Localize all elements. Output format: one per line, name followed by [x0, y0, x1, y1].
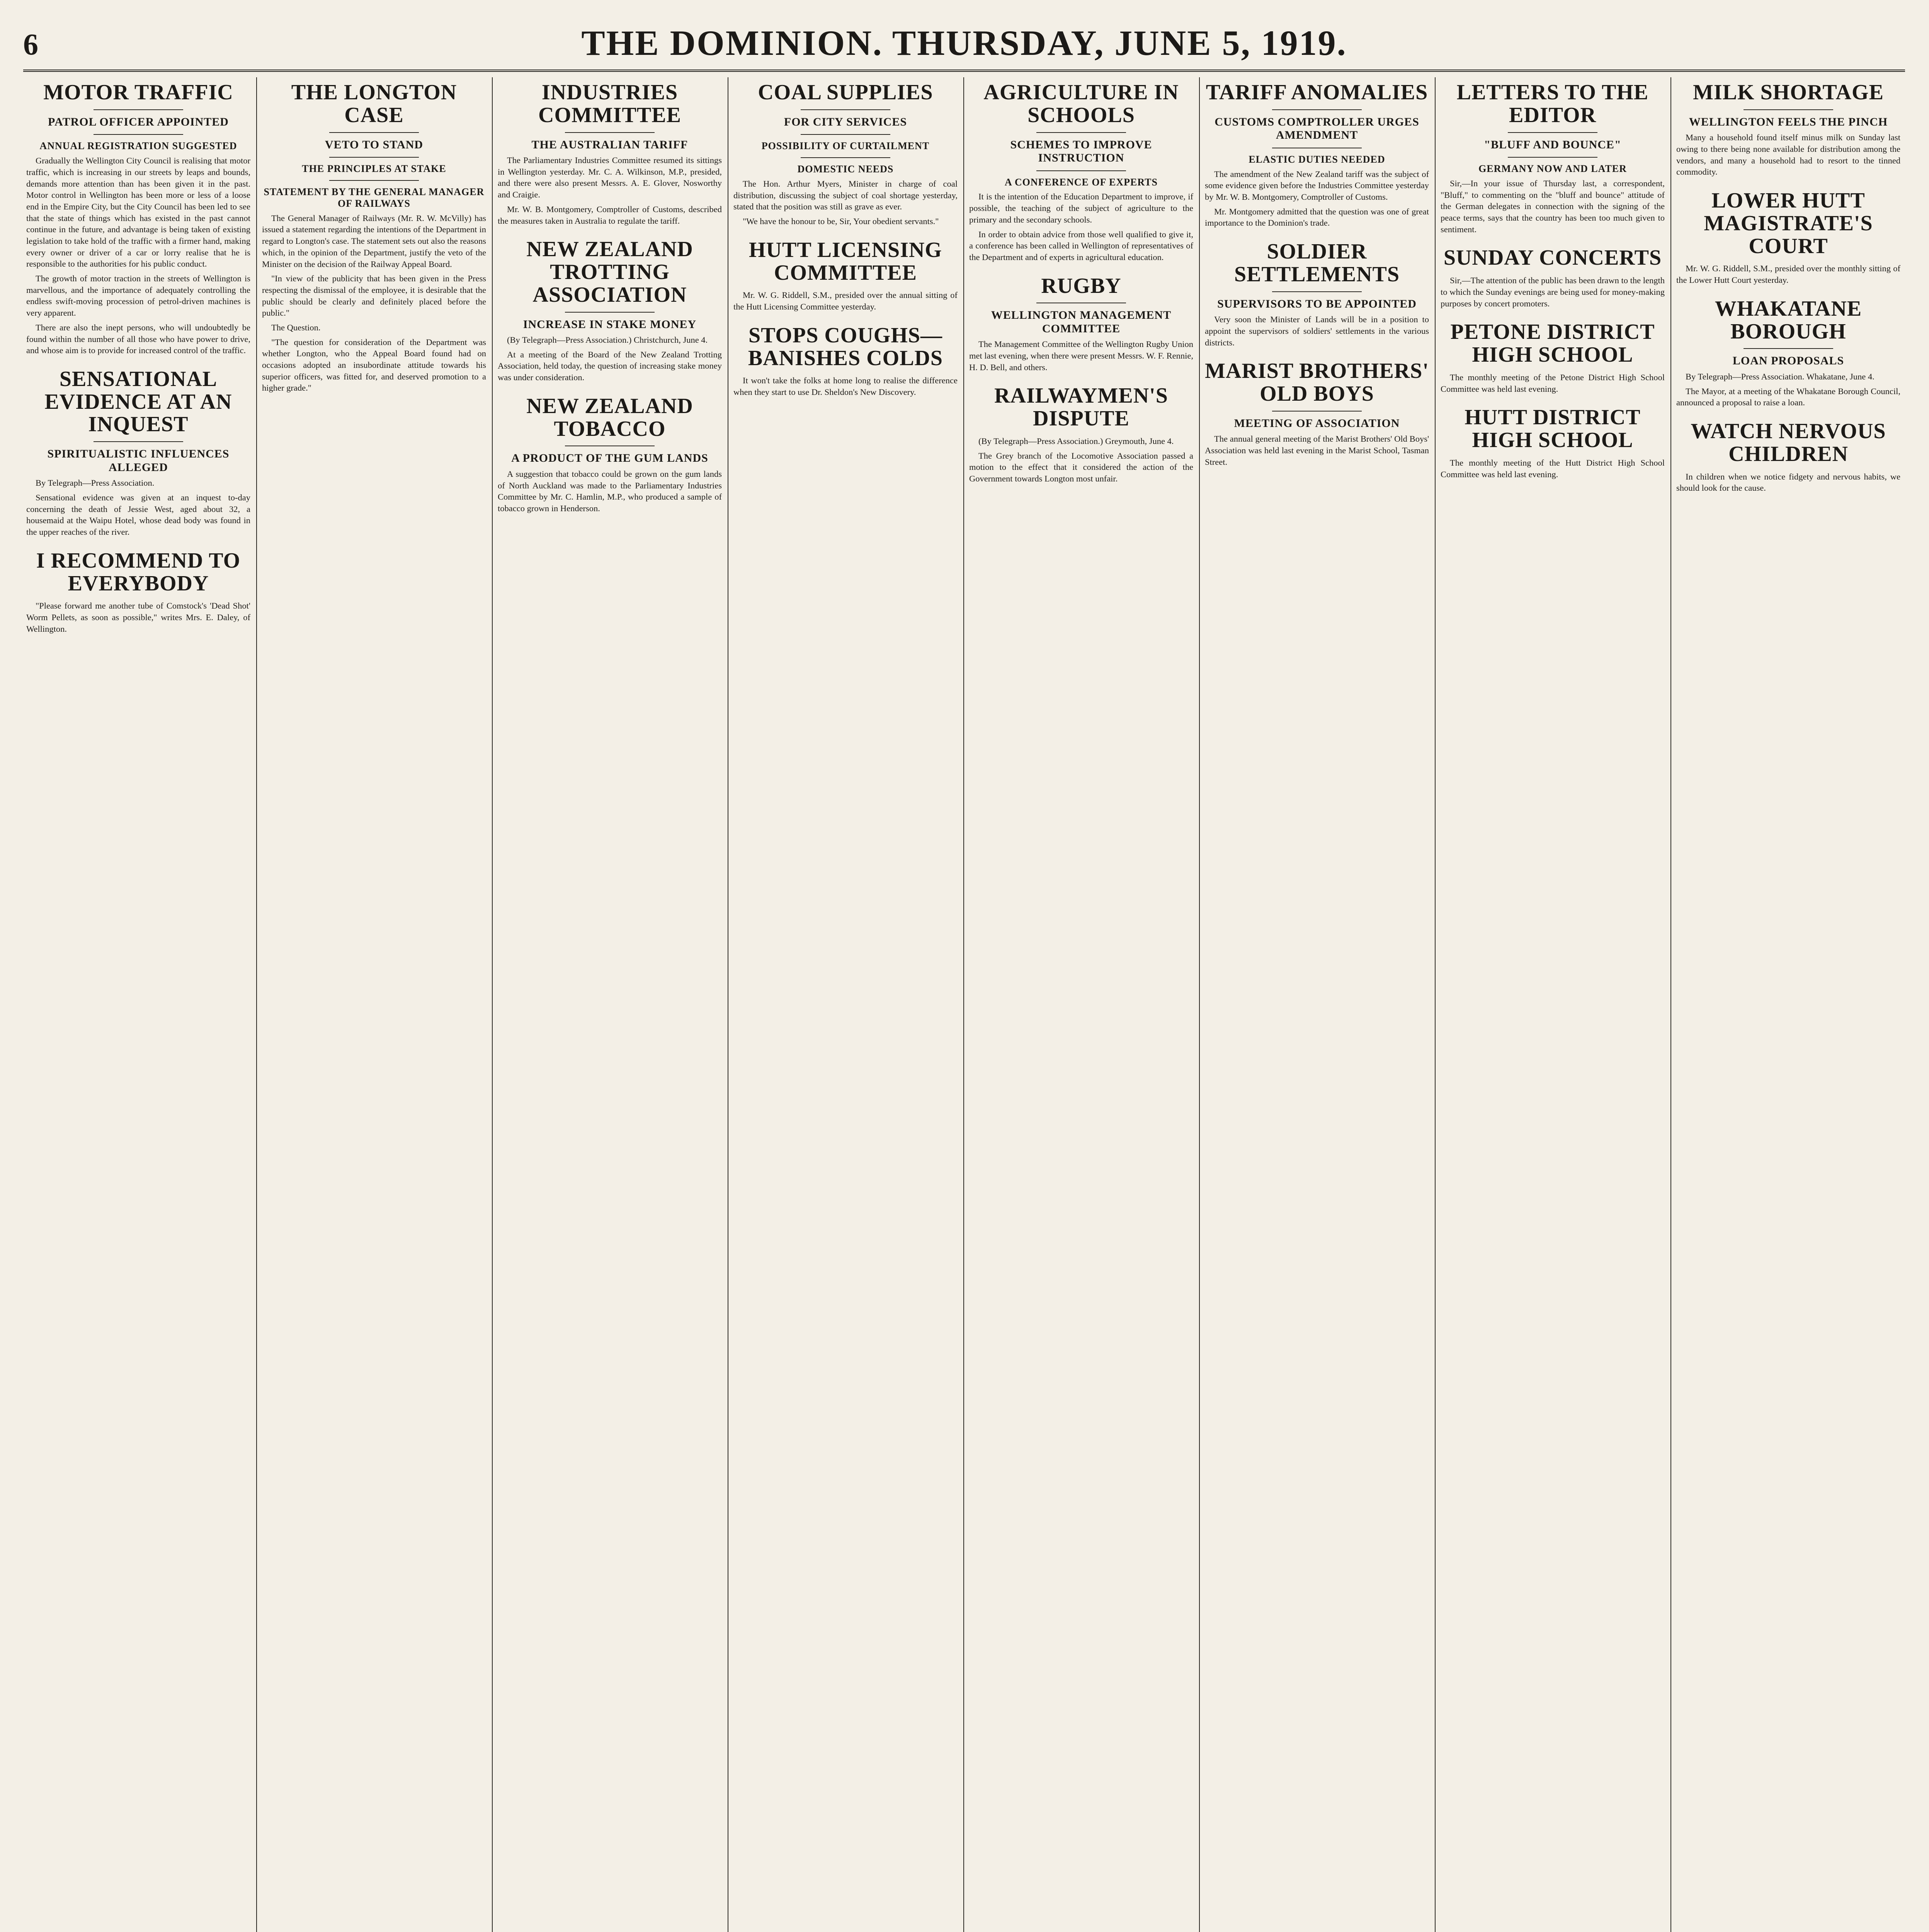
headline-rule: [1744, 348, 1833, 349]
column-6: [1202, 77, 1432, 1932]
column-1: [23, 77, 253, 1932]
article: [1205, 81, 1429, 229]
headline: SENSATIONAL EVIDENCE AT AN INQUEST: [44, 367, 232, 437]
subheadline: SUPERVISORS TO BE APPOINTED: [1217, 297, 1417, 310]
headline-rule: [801, 157, 890, 158]
column-rule: [1670, 77, 1671, 1932]
headline-rule: [801, 134, 890, 135]
subheadline: A CONFERENCE OF EXPERTS: [1004, 176, 1158, 188]
article: [26, 549, 250, 635]
headline-rule: [94, 441, 183, 442]
headline-rule: [1036, 170, 1126, 171]
column-3: [495, 77, 725, 1932]
subheadline: THE AUSTRALIAN TARIFF: [531, 138, 688, 151]
paragraph: Gradually the Wellington City Council is realising that motor traffic, which is increasing in our streets by leaps and bounds, demands more attention than has been given it in the past. Motor control in Wellington has been more or less of a loose end in the Empire City, but the City Council has been led to see that the state of things which has existed in the past cannot continue in the future, and advantage is being taken of existing legislation to take hold of the traffic with a firmer hand, making every owner or driver of a car or lorry realise that he is responsible to the authorities for his public conduct.: [26, 156, 250, 269]
subheadline: "BLUFF AND BOUNCE": [1484, 138, 1621, 151]
headline-rule: [565, 312, 655, 313]
paragraph: Sir,—The attention of the public has been drawn to the length to which the Sunday evenings are being used for money-making purposes by concert promoters.: [1441, 276, 1665, 308]
headline-rule: [94, 134, 183, 135]
headline-rule: [329, 180, 419, 181]
subheadline: POSSIBILITY OF CURTAILMENT: [761, 140, 930, 152]
article: [733, 324, 958, 398]
headline: MARIST BROTHERS' OLD BOYS: [1205, 359, 1429, 406]
headline-rule: [94, 109, 183, 110]
article: [498, 395, 722, 514]
article: [1441, 321, 1665, 395]
headline: HUTT DISTRICT HIGH SCHOOL: [1465, 405, 1641, 452]
page-number: 6: [23, 27, 38, 61]
headline: MOTOR TRAFFIC: [43, 80, 233, 104]
headline: COAL SUPPLIES: [758, 80, 933, 104]
paragraph: By Telegraph—Press Association. Whakatane, June 4.: [1686, 371, 1875, 381]
headline-rule: [1272, 411, 1362, 412]
subheadline: MEETING OF ASSOCIATION: [1234, 417, 1400, 430]
paragraph: Mr. W. G. Riddell, S.M., presided over the monthly sitting of the Lower Hutt Court yesterday.: [1676, 264, 1900, 285]
article: [1441, 406, 1665, 480]
paragraph: The Question.: [271, 322, 321, 332]
headline: AGRICULTURE IN SCHOOLS: [983, 80, 1179, 127]
headline: RAILWAYMEN'S DISPUTE: [994, 384, 1168, 431]
column-7: [1437, 77, 1668, 1932]
subheadline: PATROL OFFICER APPOINTED: [48, 115, 229, 128]
paragraph: The amendment of the New Zealand tariff was the subject of some evidence given before the Industries Committee yesterday by Mr. W. B. Montgomery, Comptroller of Customs.: [1205, 169, 1429, 202]
article: [1676, 81, 1900, 178]
article: [1205, 240, 1429, 348]
headline: LETTERS TO THE EDITOR: [1456, 80, 1649, 127]
subheadline: SPIRITUALISTIC INFLUENCES ALLEGED: [47, 447, 230, 474]
subheadline: GERMANY NOW AND LATER: [1478, 163, 1627, 175]
paragraph: (By Telegraph—Press Association.) Greymouth, June 4.: [978, 436, 1174, 446]
subheadline: STATEMENT BY THE GENERAL MANAGER OF RAILWAYS: [264, 186, 485, 209]
paragraph: Very soon the Minister of Lands will be in a position to appoint the supervisors of soldiers' settlements in the various districts.: [1205, 315, 1429, 347]
subheadline: SCHEMES TO IMPROVE INSTRUCTION: [1010, 138, 1152, 165]
paragraph: "Please forward me another tube of Comstock's 'Dead Shot' Worm Pellets, as soon as possible," writes Mrs. E. Daley, of Wellington.: [26, 601, 250, 634]
headline-rule: [1744, 109, 1833, 110]
article: [498, 81, 722, 226]
headline: INDUSTRIES COMMITTEE: [538, 80, 681, 127]
article: [1441, 247, 1665, 309]
subheadline: ELASTIC DUTIES NEEDED: [1249, 153, 1385, 165]
subheadline: FOR CITY SERVICES: [784, 115, 907, 128]
headline-rule: [565, 132, 655, 133]
paragraph: The Grey branch of the Locomotive Association passed a motion to the effect that it considered the action of the Government towards Longton most unfair.: [969, 451, 1193, 484]
headline: THE LONGTON CASE: [291, 80, 457, 127]
masthead: [23, 12, 1905, 72]
article: [733, 81, 958, 227]
column-rule: [256, 77, 257, 1932]
headline: NEW ZEALAND TROTTING ASSOCIATION: [526, 237, 693, 307]
article: [26, 81, 250, 356]
headline-rule: [801, 109, 890, 110]
headline: RUGBY: [1041, 274, 1121, 298]
headline: PETONE DISTRICT HIGH SCHOOL: [1450, 320, 1655, 367]
paragraph: By Telegraph—Press Association.: [36, 478, 155, 488]
paragraph: The General Manager of Railways (Mr. R. W. McVilly) has issued a statement regarding the intentions of the Department in regard to Longton's case. The statement sets out also the reasons which, in the opinion of the Department, justify the veto of the Minister on the decision of the Railway Appeal Board.: [262, 213, 486, 269]
columns: [23, 77, 1905, 1932]
headline: NEW ZEALAND TOBACCO: [526, 394, 693, 441]
paragraph: Mr. Montgomery admitted that the question was one of great importance to the Dominion's trade.: [1205, 206, 1429, 228]
column-rule: [492, 77, 493, 1932]
paragraph: "The question for consideration of the Department was whether Longton, who the Appeal Board found had on occasions adopted an insubordinate attitude towards his superior officers, was fitted for, and deserved promotion to a higher grade.": [262, 337, 486, 393]
paragraph: Sir,—In your issue of Thursday last, a correspondent, "Bluff," to commenting on the "bluff and bounce" attitude of the German delegates in connection with the signing of the peace terms, says that the country has been too much given to sentiment.: [1441, 178, 1665, 234]
column-4: [730, 77, 961, 1932]
masthead-title: THE DOMINION. THURSDAY, JUNE 5, 1919.: [581, 23, 1347, 63]
headline: SOLDIER SETTLEMENTS: [1234, 240, 1400, 286]
article: [1676, 420, 1900, 494]
paragraph: It is the intention of the Education Department to improve, if possible, the teaching of the subject of agriculture to the primary and the secondary schools.: [969, 192, 1193, 224]
paragraph: The Mayor, at a meeting of the Whakatane Borough Council, announced a proposal to raise a loan.: [1676, 386, 1900, 408]
article: [969, 81, 1193, 263]
column-rule: [1435, 77, 1436, 1932]
headline-rule: [1272, 291, 1362, 292]
article: [1441, 81, 1665, 235]
paragraph: Sensational evidence was given at an inquest to-day concerning the death of Jessie West, aged about 32, a housemaid at the Waipu Hotel, whose dead body was found in the upper reaches of the river.: [26, 492, 250, 537]
paragraph: Mr. W. B. Montgomery, Comptroller of Customs, described the measures taken in Australia to regulate the tariff.: [498, 204, 722, 226]
subheadline: WELLINGTON MANAGEMENT COMMITTEE: [991, 309, 1172, 335]
paragraph: Many a household found itself minus milk on Sunday last owing to there being none available for distribution among the vendors, and many a household had to resort to the tinned commodity.: [1676, 133, 1900, 177]
paragraph: The monthly meeting of the Hutt District High School Committee was held last evening.: [1441, 457, 1665, 479]
article: [498, 238, 722, 383]
paragraph: (By Telegraph—Press Association.) Christchurch, June 4.: [507, 335, 708, 345]
headline-rule: [1508, 157, 1597, 158]
headline: WATCH NERVOUS CHILDREN: [1691, 419, 1886, 466]
column-rule: [963, 77, 964, 1932]
headline: STOPS COUGHS—BANISHES COLDS: [748, 323, 943, 370]
column-rule: [1199, 77, 1200, 1932]
paragraph: There are also the inept persons, who will undoubtedly be found within the number of all those who have power to drive, and whose aim is to provide for increased control of the traffic.: [26, 322, 250, 355]
subheadline: DOMESTIC NEEDS: [797, 163, 894, 175]
headline: I RECOMMEND TO EVERYBODY: [36, 548, 241, 595]
headline-rule: [1272, 109, 1362, 110]
paragraph: In children when we notice fidgety and nervous habits, we should look for the cause.: [1676, 471, 1900, 493]
paragraph: The Management Committee of the Wellington Rugby Union met last evening, when there were present Messrs. W. F. Rennie, H. D. Bell, and others.: [969, 339, 1193, 372]
headline: WHAKATANE BOROUGH: [1715, 296, 1862, 344]
article: [262, 81, 486, 394]
subheadline: A PRODUCT OF THE GUM LANDS: [511, 452, 708, 465]
article: [969, 275, 1193, 373]
subheadline: LOAN PROPOSALS: [1732, 354, 1844, 367]
headline: LOWER HUTT MAGISTRATE'S COURT: [1704, 189, 1873, 258]
headline-rule: [329, 157, 419, 158]
paragraph: Mr. W. G. Riddell, S.M., presided over the annual sitting of the Hutt Licensing Committee yesterday.: [733, 290, 958, 312]
subheadline: WELLINGTON FEELS THE PINCH: [1689, 115, 1888, 128]
article: [1205, 360, 1429, 468]
headline: SUNDAY CONCERTS: [1443, 246, 1662, 270]
subheadline: ANNUAL REGISTRATION SUGGESTED: [39, 140, 237, 152]
subheadline: THE PRINCIPLES AT STAKE: [302, 163, 446, 175]
headline-rule: [1508, 132, 1597, 133]
paragraph: The growth of motor traction in the streets of Wellington is marvellous, and the importance of adequately controlling the endless swift-moving procession of petrol-driven machines is very apparent.: [26, 274, 250, 318]
paragraph: The Hon. Arthur Myers, Minister in charge of coal distribution, discussing the subject of coal shortage yesterday, stated that the position was still as grave as ever.: [733, 179, 958, 212]
headline: MILK SHORTAGE: [1693, 80, 1884, 104]
column-5: [966, 77, 1196, 1932]
paragraph: The annual general meeting of the Marist Brothers' Old Boys' Association was held last evening in the Marist School, Tasman Street.: [1205, 434, 1429, 467]
paragraph: At a meeting of the Board of the New Zealand Trotting Association, held today, the question of increasing stake money was under consideration.: [498, 349, 722, 383]
headline-rule: [329, 132, 419, 133]
column-2: [259, 77, 489, 1932]
paragraph: "We have the honour to be, Sir, Your obedient servants.": [743, 216, 939, 226]
paragraph: The monthly meeting of the Petone District High School Committee was held last evening.: [1441, 372, 1665, 394]
subheadline: VETO TO STAND: [325, 138, 424, 151]
paragraph: In order to obtain advice from those well qualified to give it, a conference has been called in Wellington of representatives of the Department and of experts in agricultural education.: [969, 229, 1193, 262]
column-8: [1673, 77, 1903, 1932]
subheadline: INCREASE IN STAKE MONEY: [523, 318, 697, 331]
headline: TARIFF ANOMALIES: [1206, 80, 1428, 104]
paragraph: It won't take the folks at home long to realise the difference when they start to use Dr. Sheldon's New Discovery.: [733, 376, 958, 397]
article: [1676, 298, 1900, 408]
article: [733, 239, 958, 313]
paragraph: A suggestion that tobacco could be grown on the gum lands of North Auckland was made to the Parliamentary Industries Committee by Mr. C. Hamlin, M.P., who produced a sample of tobacco grown in Henderson.: [498, 469, 722, 514]
article: [969, 384, 1193, 484]
article: [26, 368, 250, 538]
headline-rule: [1036, 132, 1126, 133]
headline: HUTT LICENSING COMMITTEE: [748, 238, 942, 285]
subheadline: CUSTOMS COMPTROLLER URGES AMENDMENT: [1215, 115, 1419, 142]
article: [1676, 189, 1900, 286]
paragraph: The Parliamentary Industries Committee resumed its sittings in Wellington yesterday. Mr. C. A. Wilkinson, M.P., presided, and there were also present Messrs. A. E. Glover, Nosworthy and Craigie.: [498, 155, 722, 200]
paragraph: "In view of the publicity that has been given in the Press respecting the dismissal of the employee, it is desirable that the public should be clearly and definitely placed before the public.": [262, 274, 486, 318]
